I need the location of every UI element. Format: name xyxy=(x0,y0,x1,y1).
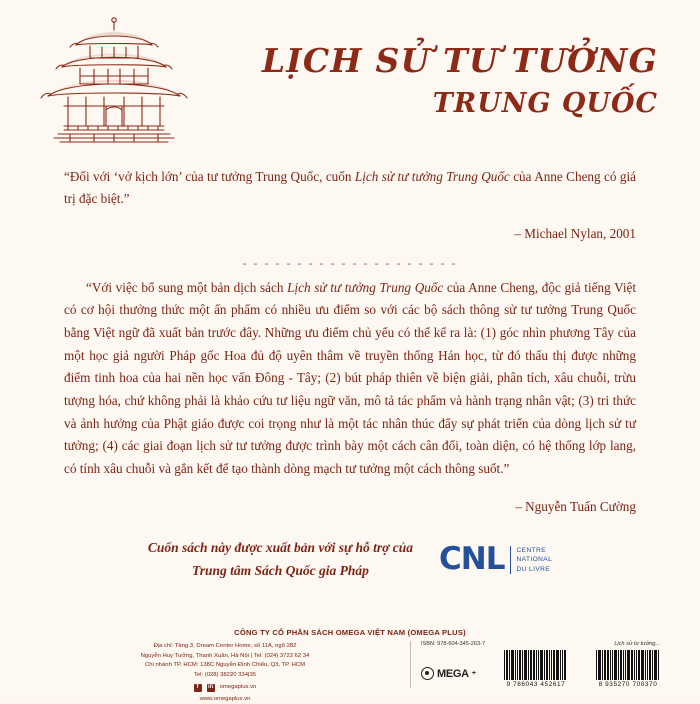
omega-circle-icon xyxy=(421,667,434,680)
publisher-address xyxy=(40,641,410,704)
cover-header xyxy=(0,0,700,150)
barcode-right xyxy=(596,650,660,688)
foreword-attribution: – Nguyễn Tuấn Cường xyxy=(515,498,636,514)
review-quote-title: Lịch sử tư tưởng Trung Quốc xyxy=(354,169,510,184)
cnl-logo xyxy=(439,541,553,578)
foreword-part2: của Anne Cheng, độc giả tiếng Việt có cơ hội thưởng thức một ấn phẩm có nhiều ưu điểm so với các bộ sách thông sử tư tưởng Trung Quốc bằng Việt ngữ đã xuất bản trước đây. Những ưu điểm chủ yếu có thể kể ra là: (1) góc nhìn phương Tây của một học giả người Pháp gốc Hoa đủ độ uyên thâm về truyền thống Hán học, từ đó thấu thị được những điểm tinh hoa của hai nền học vấn Đông - Tây; (2) bút pháp thiên về biện giải, phân tích, xâu chuỗi, trừu tượng hóa, chứ không phải là khảo cứu tư liệu ngữ văn, mô tả tác phẩm và hành trạng nhân vật; (3) tri thức và ảnh hưởng của Phật giáo được coi trọng như là một tác nhân thúc đẩy sự phát triển của dòng lịch sử tư tưởng; (4) các giai đoạn lịch sử tư tưởng được trình bày một cách cân đối, toàn diện, có hệ thống lớp lang, có tính xâu chuỗi và gắn kết để tạo thành dòng mạch tư tưởng một cách thông suốt.” xyxy=(64,279,636,477)
address-line-1: Địa chỉ: Tầng 3, Dream Center Home, số 11A, ngõ 282 xyxy=(153,643,297,649)
sponsor-text xyxy=(148,537,413,583)
isbn-row xyxy=(421,641,660,647)
footer-columns xyxy=(40,641,660,704)
review-quote xyxy=(64,166,636,210)
barcode-left-bars xyxy=(504,650,567,680)
review-quote-part1: “Đối với ‘vở kịch lớn’ của tư tưởng Trung Quốc, cuốn xyxy=(64,169,355,184)
barcode-right-bars xyxy=(596,650,660,680)
sponsor-line2: Trung tâm Sách Quốc gia Pháp xyxy=(191,562,369,578)
publisher-website[interactable]: www.omegaplus.vn xyxy=(199,695,251,702)
isbn-label: ISBN: 978-604-345-263-7 xyxy=(421,641,486,647)
omega-imprint-plus: + xyxy=(471,670,476,677)
barcode-area xyxy=(410,641,660,688)
section-divider: - - - - - - - - - - - - - - - - - - - - xyxy=(242,255,458,270)
social-handle[interactable]: omegaplus.vn xyxy=(219,684,257,691)
foreword-quote xyxy=(64,277,636,481)
barcode-left xyxy=(504,650,567,688)
book-title-sub: TRUNG QUỐC xyxy=(432,87,658,119)
facebook-icon[interactable]: f xyxy=(194,684,202,692)
barcode-row xyxy=(421,650,660,688)
cnl-logo-mark: CNL xyxy=(439,541,505,578)
barcode-book-label: Lịch sử tư tưởng... xyxy=(614,641,660,647)
book-title-block xyxy=(204,14,666,119)
pagoda-illustration-icon xyxy=(24,14,204,154)
barcode-left-numbers: 9 786043 452617 xyxy=(506,681,566,688)
barcode-right-numbers: 8 935270 700370 xyxy=(598,681,658,688)
cover-content xyxy=(0,166,700,583)
publisher-name: CÔNG TY CỔ PHẦN SÁCH OMEGA VIỆT NAM (OMEGA PLUS) xyxy=(234,628,466,637)
foreword-title: Lịch sử tư tưởng Trung Quốc xyxy=(287,279,444,295)
cnl-logo-words: CENTRE NATIONAL DU LIVRE xyxy=(510,546,552,575)
review-quote-part2: của Anne Cheng có giá trị đặc biệt.” xyxy=(64,169,637,206)
address-line-3: Chi nhánh TP. HCM: 138C Nguyễn Đình Chiểu, Q3, TP. HCM xyxy=(145,662,305,669)
book-title-main: LỊCH SỬ TƯ TƯỞNG xyxy=(261,41,658,80)
address-line-2: Nguyễn Huy Tưởng, Thanh Xuân, Hà Nội | Tel: (024) 3722 62 34 xyxy=(140,652,310,659)
sponsor-block xyxy=(64,537,636,583)
sponsor-line1: Cuốn sách này được xuất bản với sự hỗ trợ của xyxy=(147,539,414,555)
omega-imprint-logo xyxy=(421,667,476,688)
publisher-footer xyxy=(0,618,700,700)
social-row xyxy=(40,683,410,693)
linkedin-icon[interactable]: in xyxy=(207,684,214,691)
review-attribution: – Michael Nylan, 2001 xyxy=(514,225,636,241)
omega-imprint-name: MEGA xyxy=(437,667,469,680)
foreword-part1: “Với việc bổ sung một bản dịch sách xyxy=(86,279,288,295)
address-line-4: Tel: (028) 38220 334|35 xyxy=(193,671,257,678)
